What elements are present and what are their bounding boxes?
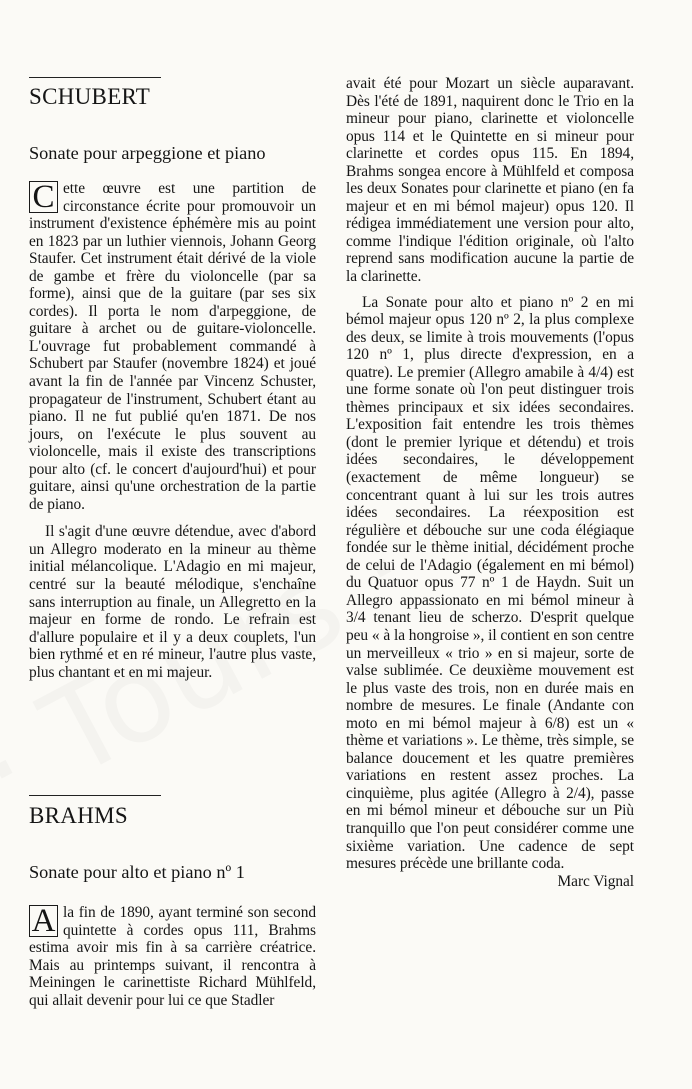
section-rule [29, 795, 161, 796]
composer-heading-schubert: SCHUBERT [29, 84, 151, 109]
paragraph-brahms-1 [29, 904, 316, 1009]
paragraph-schubert-2 [29, 523, 316, 681]
paragraph-brahms-1-continued [346, 75, 634, 286]
paragraph-brahms-2 [346, 293, 634, 890]
work-title-brahms: Sonate pour alto et piano nº 1 [29, 862, 245, 882]
text-lines: ette œuvre est une partition de circonstance écrite pour promouvoir un instrument d'existence éphémère mis au point en 1823 par un luthier viennois, Johann Georg Staufer. Cet instrument était dérivé de la viole de gambe et frère du violoncelle (par sa forme), ainsi que de la guitare (par ses six cordes). Il porta le nom d'arpeggione, de guitare à archet ou de guitare-violoncelle. L'ouvrage fut probablement commandé à Schubert par Staufer (novembre 1824) et joué avant la fin de l'année par Vincenz Schuster, propagateur de l'instrument, Schubert étant au piano. Il ne fut publié qu'en 1871. De nos jours, on l'exécute le plus souvent au violoncelle, mais il existe des transcriptions pour alto (cf. le concert d'aujourd'hui) et pour guitare, ainsi qu'une orchestration de la partie de piano. [29, 180, 316, 513]
text-lines: avait été pour Mozart un siècle auparavant. Dès l'été de 1891, naquirent donc le Trio en la mineur pour piano, clarinette et violoncelle opus 114 et le Quintette en si mineur pour clarinette et cordes opus 115. En 1894, Brahms songea encore à Mühlfeld et composa les deux Sonates pour clarinette et piano (en fa majeur et en mi bémol majeur) opus 120. Il rédigea immédiatement une version pour alto, comme l'indique l'édition originale, où l'alto reprend sans modification aucune la partie de la clarinette. [346, 75, 634, 286]
paragraph-schubert-1 [29, 180, 316, 513]
text-lines: la fin de 1890, ayant terminé son second quintette à cordes opus 111, Brahms estima avoir mis fin à sa carrière créatrice. Mais au printemps suivant, il rencontra à Meiningen le carinettiste Richard Mühlfeld, qui allait devenir pour lui ce que Stadler [29, 904, 316, 1009]
author-signature: Marc Vignal [557, 872, 634, 890]
text-lines: Il s'agit d'une œuvre détendue, avec d'abord un Allegro moderato en la mineur au thème initial mélancolique. L'Adagio en mi majeur, centré sur la beauté mélodique, s'enchaîne sans interruption au finale, un Allegretto en la majeur en forme de rondo. Le refrain est d'allure populaire et il y a deux couplets, l'un bien rythmé et en ré mineur, l'autre plus vaste, plus chantant et en mi majeur. [29, 523, 316, 681]
text-lines: La Sonate pour alto et piano nº 2 en mi bémol majeur opus 120 nº 2, la plus complexe des deux, se limite à trois mouvements (l'opus 120 nº 1, plus directe d'expression, en a quatre). Le premier (Allegro amabile à 4/4) est une forme sonate où l'on peut distinguer trois thèmes principaux et six idées secondaires. L'exposition fait entendre les trois thèmes (dont le premier lyrique et détendu) et trois idées secondaires, le développement (exactement de même longueur) se concentrant quant à lui sur les trois autres idées secondaires. La réexposition est régulière et débouche sur une coda élégiaque fondée sur le thème initial, décidément proche de celui de l'Adagio (également en mi bémol) du Quatuor opus 77 nº 1 de Haydn. Suit un Allegro appassionato en mi bémol mineur à 3/4 tenant lieu de scherzo. D'esprit quelque peu « à la hongroise », il contient en son centre un merveilleux « trio » en si majeur, sorte de valse sublimée. Ce deuxième mouvement est le plus vaste des trois, non en durée mais en nombre de mesures. Le finale (Andante con moto en mi bémol majeur à 6/8) est un « thème et variations ». Le thème, très simple, se balance doucement et les quatre premières variations en restent assez proches. La cinquième, plus agitée (Allegro à 2/4), passe en mi bémol mineur et débouche sur un Più tranquillo que l'on peut considérer comme une sixième variation. Une cadence de sept mesures précède une brillante coda. [346, 293, 634, 873]
drop-cap: A [29, 905, 58, 937]
composer-heading-brahms: BRAHMS [29, 803, 128, 828]
section-rule [29, 77, 161, 78]
work-title-schubert: Sonate pour arpeggione et piano [29, 143, 266, 163]
drop-cap: C [29, 181, 58, 213]
